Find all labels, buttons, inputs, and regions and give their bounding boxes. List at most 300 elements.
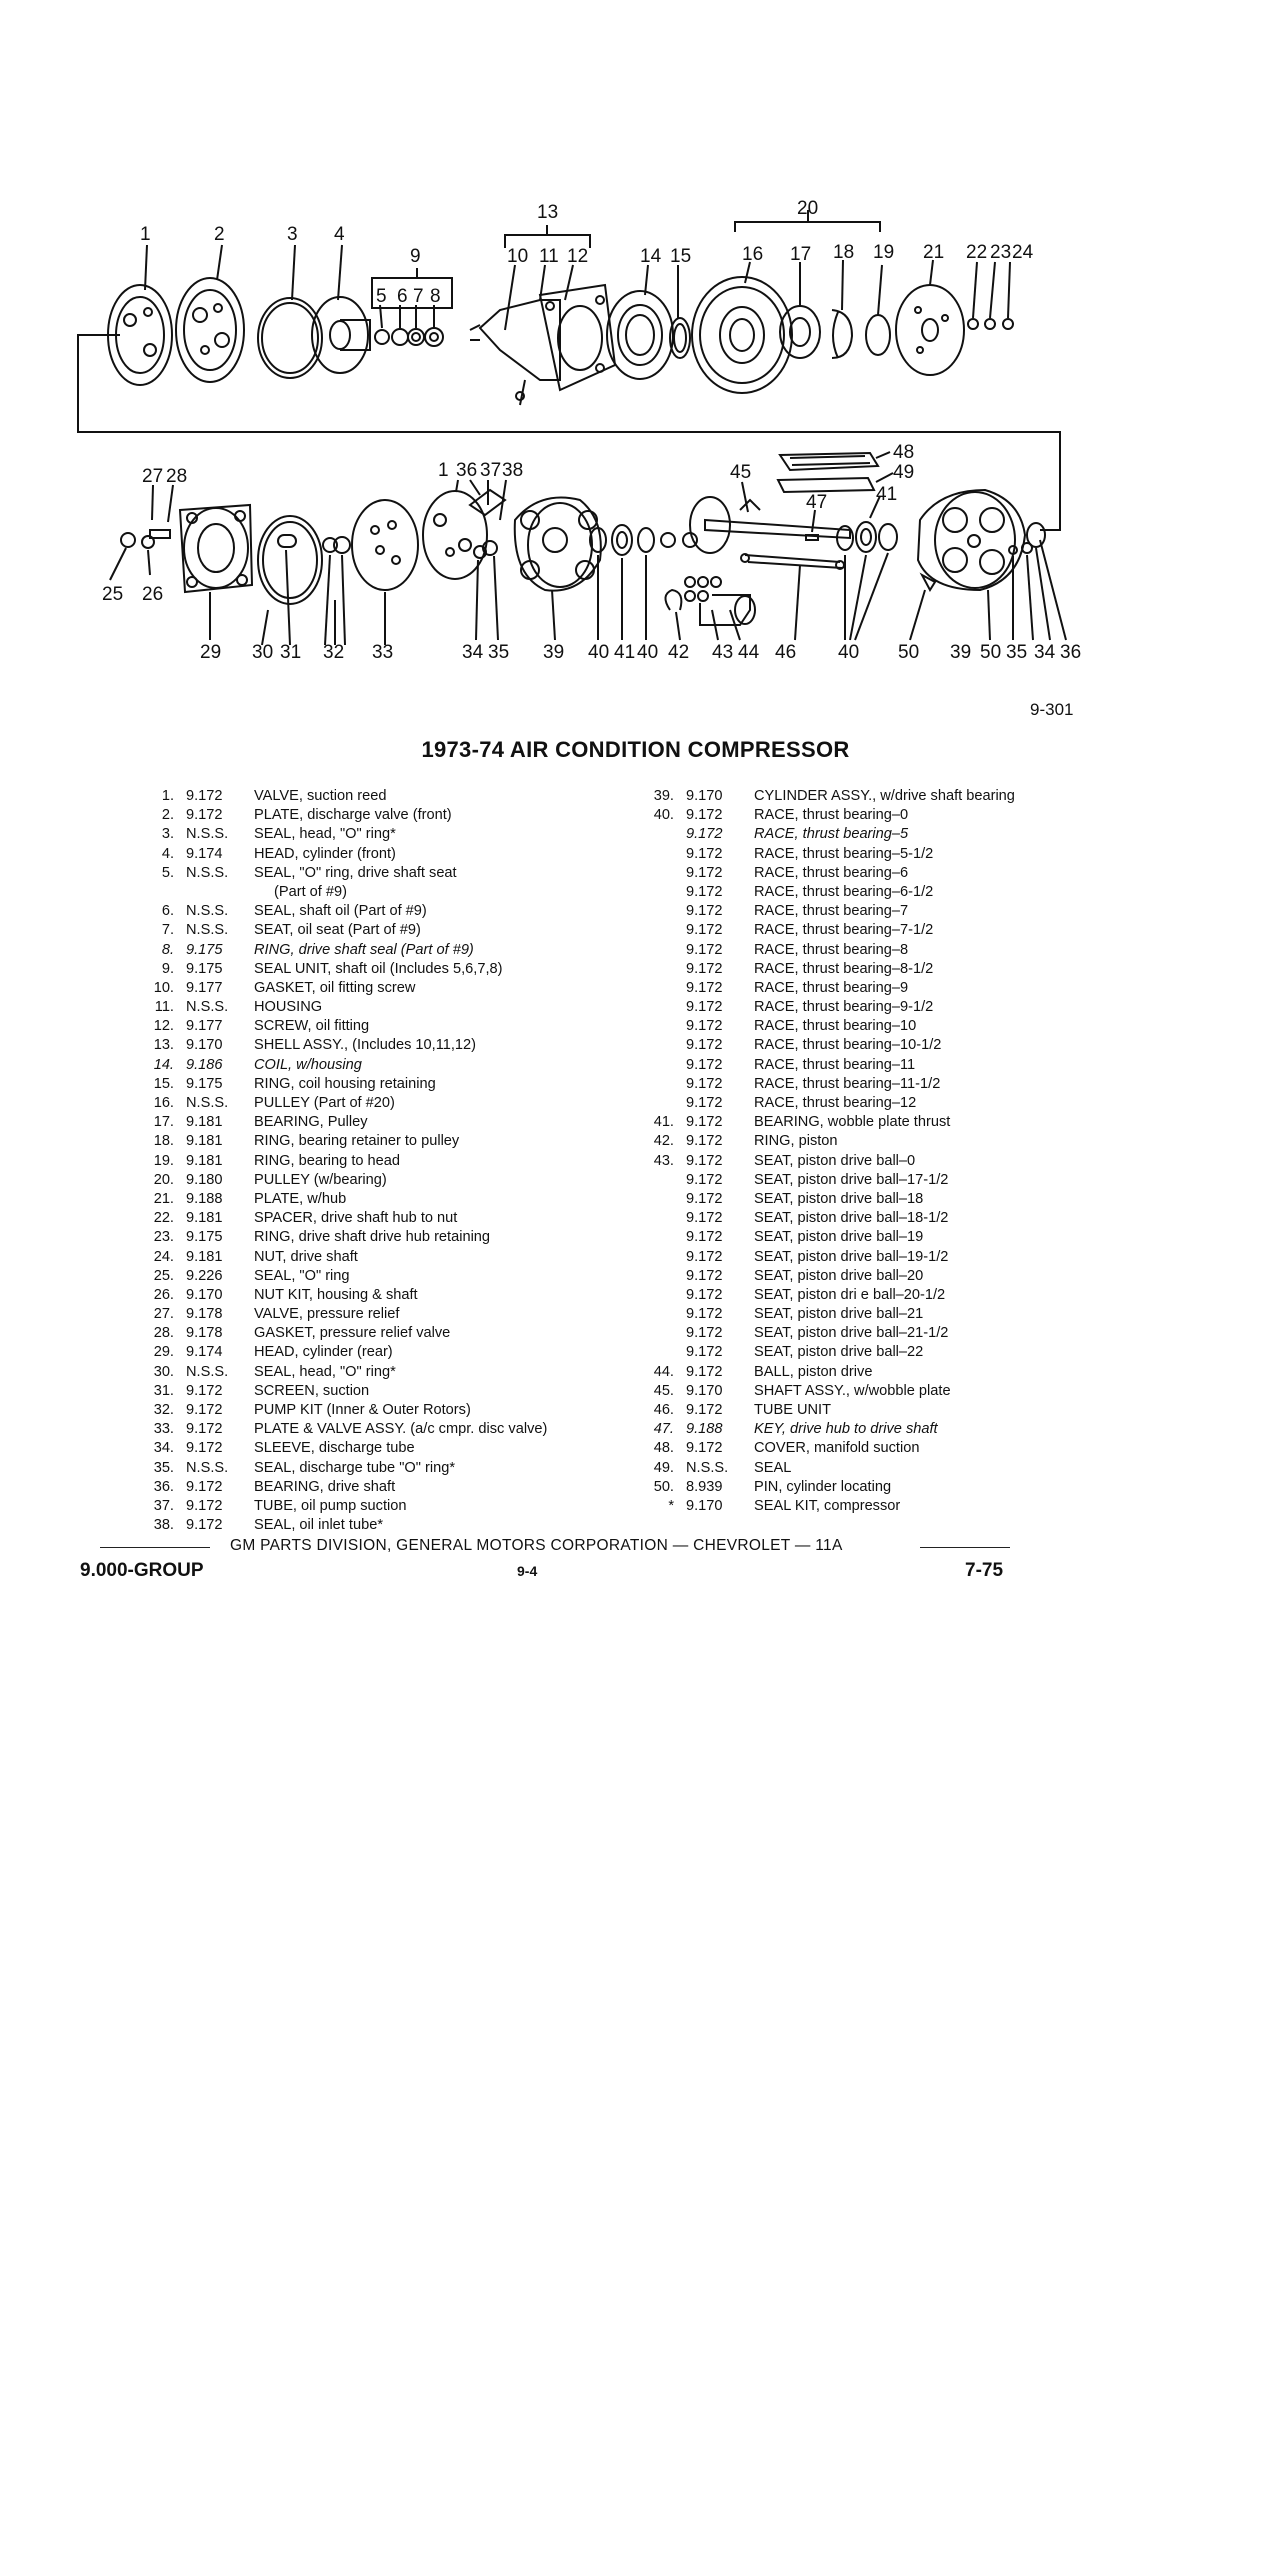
parts-row	[640, 1209, 1110, 1228]
part-description: SEAT, piston drive ball–0	[754, 1152, 916, 1169]
parts-row	[640, 825, 1110, 844]
parts-row	[140, 1286, 640, 1305]
item-number: 37.	[153, 1497, 174, 1514]
part-description: BALL, piston drive	[754, 1363, 873, 1380]
part-group-number: 9.172	[686, 1075, 723, 1092]
part-group-number: 9.172	[686, 864, 723, 881]
part-description: HOUSING	[254, 999, 323, 1016]
item-number: 34.	[153, 1440, 174, 1457]
part-description: RACE, thrust bearing–11-1/2	[754, 1075, 941, 1092]
part-description: SEAL UNIT, shaft oil (Includes 5,6,7,8)	[254, 960, 503, 977]
item-number	[640, 1094, 674, 1113]
part-description: PUMP KIT (Inner & Outer Rotors)	[254, 1402, 471, 1418]
parts-row	[640, 1132, 1110, 1151]
callout-label: 30	[252, 642, 274, 663]
item-number	[640, 979, 674, 998]
parts-row	[640, 1401, 1110, 1420]
part-description: SCREEN, suction	[254, 1382, 370, 1399]
part-description: RACE, thrust bearing–7-1/2	[754, 922, 934, 939]
part-group-number: 9.188	[686, 1421, 723, 1438]
parts-row	[140, 1382, 640, 1401]
part-group-number: 9.170	[686, 788, 723, 804]
parts-row	[640, 921, 1110, 940]
item-number	[640, 1228, 674, 1247]
part-group-number: 9.172	[686, 1248, 723, 1265]
part-group-number: 9.172	[186, 1421, 223, 1438]
parts-row	[140, 1420, 640, 1439]
callout-label: 40	[588, 642, 610, 663]
part-group-number: 9.226	[186, 1267, 223, 1284]
part-group-number: 9.172	[686, 1037, 723, 1054]
part-description: RACE, thrust bearing–12	[754, 1095, 917, 1111]
item-number: 31.	[153, 1382, 174, 1399]
callout-label: 32	[323, 642, 345, 663]
parts-row	[640, 1017, 1110, 1036]
item-number: 17.	[153, 1114, 174, 1131]
figure-number: 9-301	[1030, 700, 1074, 719]
callout-label: 26	[142, 584, 164, 605]
parts-row	[640, 998, 1110, 1017]
part-group-number: 9.172	[686, 807, 723, 824]
part-description: PLATE, discharge valve (front)	[254, 807, 452, 824]
callout-label: 46	[775, 642, 797, 663]
callout-label: 6	[397, 286, 408, 307]
part-group-number: 9.172	[686, 845, 723, 862]
item-number: 42.	[653, 1133, 674, 1150]
parts-row	[140, 1497, 640, 1516]
footer-rule-right	[920, 1547, 1010, 1548]
part-description: SEAT, piston drive ball–19	[754, 1229, 924, 1246]
group-label: 9.000-GROUP	[80, 1560, 204, 1581]
item-number	[640, 883, 674, 902]
callout-label: 43	[712, 642, 734, 663]
callout-label: 27	[142, 466, 164, 487]
part-group-number: N.S.S.	[686, 1459, 729, 1476]
parts-row	[140, 1075, 640, 1094]
part-description: SEAL KIT, compressor	[754, 1497, 901, 1514]
callout-label: 47	[806, 492, 828, 513]
callout-label: 3	[287, 224, 298, 245]
page-title: 1973-74 AIR CONDITION COMPRESSOR	[421, 737, 850, 762]
item-number: 35.	[153, 1459, 174, 1476]
item-number: 36.	[153, 1478, 174, 1495]
callout-label: 35	[1006, 642, 1028, 663]
part-group-number: 9.172	[686, 1363, 723, 1380]
parts-row	[640, 1056, 1110, 1075]
item-number: 15.	[153, 1075, 174, 1092]
item-number: 41.	[653, 1114, 674, 1131]
part-description: SEAL, head, "O" ring*	[254, 826, 396, 843]
parts-row	[140, 1305, 640, 1324]
item-number: 13.	[153, 1037, 174, 1054]
item-number: 5.	[161, 864, 174, 881]
part-description: GASKET, pressure relief valve	[254, 1325, 451, 1342]
parts-row	[140, 883, 640, 902]
part-description: SLEEVE, discharge tube	[254, 1440, 415, 1457]
item-number: 40.	[653, 807, 674, 824]
part-description: RACE, thrust bearing–5	[754, 826, 909, 843]
footer-text: GM PARTS DIVISION, GENERAL MOTORS CORPORATION — CHEVROLET — 11A	[230, 1537, 843, 1554]
callout-label: 20	[797, 198, 819, 219]
part-description: SEAL	[754, 1459, 792, 1476]
parts-row	[640, 941, 1110, 960]
part-group-number: 9.177	[186, 1018, 223, 1035]
parts-row	[640, 1190, 1110, 1209]
item-number: 11.	[154, 999, 174, 1016]
part-description: RING, drive shaft drive hub retaining	[254, 1229, 491, 1246]
part-description: BEARING, wobble plate thrust	[754, 1114, 951, 1131]
callout-label: 1	[438, 460, 449, 481]
callout-label: 50	[898, 642, 920, 663]
part-description: SEAL, discharge tube "O" ring*	[254, 1459, 455, 1476]
parts-row	[640, 1286, 1110, 1305]
parts-row	[140, 921, 640, 940]
part-description: TUBE UNIT	[754, 1402, 832, 1418]
part-group-number: 9.172	[686, 1440, 723, 1457]
callout-label: 10	[507, 246, 529, 267]
part-group-number: 9.170	[186, 1286, 223, 1303]
parts-row	[140, 1478, 640, 1497]
part-description: COVER, manifold suction	[754, 1440, 920, 1457]
callout-label: 36	[456, 460, 478, 481]
parts-row	[640, 1075, 1110, 1094]
part-group-number: 9.172	[686, 922, 723, 939]
parts-row	[140, 1152, 640, 1171]
callout-label: 1	[140, 224, 151, 245]
callout-label: 35	[488, 642, 510, 663]
callout-label: 31	[280, 642, 302, 663]
callout-label: 40	[637, 642, 659, 663]
parts-row	[140, 1017, 640, 1036]
part-group-number: 9.172	[686, 1190, 723, 1207]
callout-label: 34	[1034, 642, 1056, 663]
parts-list-left	[140, 787, 640, 1535]
item-number: 33.	[153, 1421, 174, 1438]
item-number	[640, 1056, 674, 1075]
part-description: RACE, thrust bearing–9	[754, 979, 909, 996]
item-number: 39.	[653, 788, 674, 804]
part-group-number: 9.181	[186, 1210, 223, 1227]
callout-label: 2	[214, 224, 225, 245]
item-number	[640, 1209, 674, 1228]
part-group-number: N.S.S.	[186, 864, 229, 881]
part-description: BEARING, Pulley	[254, 1114, 368, 1131]
callout-label: 41	[614, 642, 636, 663]
parts-row	[140, 941, 640, 960]
part-group-number: 9.172	[686, 1210, 723, 1227]
callout-label: 22	[966, 242, 988, 263]
parts-row	[140, 1439, 640, 1458]
item-number	[640, 1305, 674, 1324]
part-description: RACE, thrust bearing–8	[754, 941, 909, 958]
parts-row	[640, 1382, 1110, 1401]
parts-row	[640, 902, 1110, 921]
parts-row	[640, 864, 1110, 883]
part-description: TUBE, oil pump suction	[254, 1497, 407, 1514]
parts-row	[140, 1401, 640, 1420]
parts-row	[140, 1036, 640, 1055]
part-group-number: N.S.S.	[186, 1459, 229, 1476]
item-number: 1.	[161, 788, 174, 804]
callout-label: 14	[640, 246, 662, 267]
parts-row	[640, 1363, 1110, 1382]
part-description: COIL, w/housing	[254, 1056, 362, 1073]
part-description: RING, bearing retainer to pulley	[254, 1133, 460, 1150]
part-group-number: 9.186	[186, 1056, 223, 1073]
item-number	[640, 1036, 674, 1055]
part-description: SEAT, piston drive ball–18-1/2	[754, 1210, 949, 1227]
item-number: 14.	[153, 1056, 174, 1073]
part-description: SEAT, piston drive ball–20	[754, 1267, 924, 1284]
part-group-number: 9.181	[186, 1248, 223, 1265]
parts-row	[640, 979, 1110, 998]
callout-label: 5	[376, 286, 387, 307]
parts-row	[140, 864, 640, 883]
item-number	[640, 1248, 674, 1267]
parts-row	[140, 1343, 640, 1362]
item-number: 3.	[161, 826, 174, 843]
part-group-number: 9.175	[186, 941, 223, 958]
part-group-number: 9.174	[186, 845, 223, 862]
parts-row	[140, 1171, 640, 1190]
callout-label: 8	[430, 286, 441, 307]
callout-label: 37	[480, 460, 502, 481]
parts-row	[140, 1363, 640, 1382]
parts-row	[140, 1209, 640, 1228]
part-group-number: 9.188	[186, 1190, 223, 1207]
item-number	[640, 864, 674, 883]
part-group-number: 9.170	[686, 1382, 723, 1399]
item-number: 23.	[153, 1229, 174, 1246]
part-description: RING, drive shaft seal (Part of #9)	[254, 941, 474, 958]
parts-row	[640, 787, 1110, 806]
part-description: NUT, drive shaft	[254, 1248, 358, 1265]
parts-row	[640, 1497, 1110, 1516]
item-number	[640, 921, 674, 940]
part-description: (Part of #9)	[274, 883, 347, 900]
parts-row	[140, 825, 640, 844]
parts-row	[640, 1094, 1110, 1113]
part-description: SEAT, oil seat (Part of #9)	[254, 922, 421, 939]
item-number: 12.	[153, 1018, 174, 1035]
item-number: 10.	[153, 979, 174, 996]
item-number: 9.	[161, 960, 174, 977]
part-group-number: 9.180	[186, 1171, 223, 1188]
part-group-number: 9.181	[186, 1152, 223, 1169]
part-group-number: 9.172	[186, 1402, 223, 1418]
part-group-number: 9.178	[186, 1306, 223, 1323]
parts-row	[140, 787, 640, 806]
part-group-number: 9.175	[186, 1075, 223, 1092]
parts-row	[140, 1516, 640, 1535]
part-group-number: 9.172	[686, 1402, 723, 1418]
parts-row	[640, 1420, 1110, 1439]
part-group-number: 9.172	[686, 960, 723, 977]
item-number	[640, 1017, 674, 1036]
part-description: RACE, thrust bearing–10-1/2	[754, 1037, 942, 1054]
parts-row	[640, 1248, 1110, 1267]
part-description: SEAL, head, "O" ring*	[254, 1363, 396, 1380]
part-description: SEAT, piston drive ball–21	[754, 1306, 924, 1323]
part-description: RACE, thrust bearing–6	[754, 864, 909, 881]
part-description: PIN, cylinder locating	[754, 1478, 892, 1495]
part-description: RACE, thrust bearing–9-1/2	[754, 999, 934, 1016]
parts-row	[140, 845, 640, 864]
item-number	[640, 1343, 674, 1362]
part-description: BEARING, drive shaft	[254, 1478, 396, 1495]
item-number: 7.	[161, 922, 174, 939]
part-group-number: 9.172	[686, 1152, 723, 1169]
parts-row	[140, 1190, 640, 1209]
parts-row	[140, 998, 640, 1017]
item-number	[640, 1324, 674, 1343]
part-description: HEAD, cylinder (rear)	[254, 1344, 393, 1361]
part-description: RACE, thrust bearing–6-1/2	[754, 883, 934, 900]
part-description: RACE, thrust bearing–8-1/2	[754, 960, 934, 977]
part-group-number: 9.172	[686, 1229, 723, 1246]
part-group-number: 9.172	[686, 941, 723, 958]
item-number	[640, 1286, 674, 1305]
part-description: SEAT, piston drive ball–17-1/2	[754, 1171, 949, 1188]
callout-label: 7	[413, 286, 424, 307]
part-group-number: 9.178	[186, 1325, 223, 1342]
callout-label: 49	[893, 462, 915, 483]
part-group-number: 9.175	[186, 1229, 223, 1246]
parts-row	[140, 1113, 640, 1132]
parts-row	[640, 845, 1110, 864]
item-number	[140, 883, 174, 902]
part-group-number: 9.170	[186, 1037, 223, 1054]
parts-row	[140, 979, 640, 998]
callout-label: 15	[670, 246, 692, 267]
item-number: 46.	[653, 1402, 674, 1418]
item-number: 6.	[161, 903, 174, 920]
part-description: GASKET, oil fitting screw	[254, 979, 416, 996]
parts-row	[640, 1267, 1110, 1286]
callout-labels	[102, 198, 1081, 663]
part-group-number: 9.181	[186, 1114, 223, 1131]
parts-row	[640, 1324, 1110, 1343]
parts-list-right	[640, 787, 1110, 1516]
item-number	[640, 960, 674, 979]
part-group-number: 9.174	[186, 1344, 223, 1361]
part-group-number: 9.172	[686, 883, 723, 900]
part-group-number: 9.172	[686, 1306, 723, 1323]
callout-label: 45	[730, 462, 752, 483]
part-group-number: N.S.S.	[186, 999, 229, 1016]
part-description: RACE, thrust bearing–10	[754, 1018, 917, 1035]
item-number: 4.	[161, 845, 174, 862]
part-group-number: 9.172	[186, 1440, 223, 1457]
part-group-number: 9.172	[686, 1286, 723, 1303]
callout-label: 12	[567, 246, 589, 267]
parts-row	[640, 1478, 1110, 1497]
part-group-number: 9.170	[686, 1497, 723, 1514]
callout-label: 11	[539, 246, 559, 267]
callout-label: 44	[738, 642, 760, 663]
part-group-number: 9.172	[686, 1344, 723, 1361]
part-group-number: 9.172	[686, 826, 723, 843]
part-group-number: 9.172	[186, 1382, 223, 1399]
item-number: 19.	[153, 1152, 174, 1169]
callout-label: 4	[334, 224, 345, 245]
part-group-number: 9.172	[186, 1517, 223, 1534]
parts-row	[140, 1228, 640, 1247]
part-group-number: 8.939	[686, 1478, 723, 1495]
part-description: SEAL, oil inlet tube*	[254, 1517, 383, 1534]
part-description: PLATE & VALVE ASSY. (a/c cmpr. disc valve)	[254, 1421, 548, 1438]
part-description: SEAL, "O" ring, drive shaft seat	[254, 864, 457, 881]
callout-label: 17	[790, 244, 812, 265]
item-number: 2.	[161, 807, 174, 824]
part-group-number: 9.172	[686, 903, 723, 920]
callout-label: 16	[742, 244, 764, 265]
part-group-number: 9.172	[186, 1497, 223, 1514]
item-number: 45.	[653, 1382, 674, 1399]
parts-row	[140, 1248, 640, 1267]
callout-label: 50	[980, 642, 1002, 663]
part-description: SEAL, "O" ring	[254, 1267, 350, 1284]
part-group-number: 9.177	[186, 979, 223, 996]
item-number	[640, 1171, 674, 1190]
parts-row	[640, 960, 1110, 979]
parts-row	[640, 1113, 1110, 1132]
part-group-number: 9.172	[686, 1325, 723, 1342]
part-group-number: 9.172	[686, 1018, 723, 1035]
item-number: 44.	[653, 1363, 674, 1380]
part-group-number: 9.172	[186, 807, 223, 824]
callout-label: 33	[372, 642, 394, 663]
parts-row	[140, 1459, 640, 1478]
item-number: 21.	[153, 1190, 174, 1207]
callout-label: 42	[668, 642, 690, 663]
parts-row	[140, 902, 640, 921]
item-number: 25.	[153, 1267, 174, 1284]
part-group-number: 9.172	[686, 1267, 723, 1284]
parts-row	[140, 960, 640, 979]
callout-label: 24	[1012, 242, 1034, 263]
item-number: 20.	[153, 1171, 174, 1188]
item-number: *	[668, 1497, 674, 1514]
callout-label: 29	[200, 642, 222, 663]
parts-row	[640, 806, 1110, 825]
parts-row	[640, 1171, 1110, 1190]
parts-row	[640, 1343, 1110, 1362]
parts-row	[140, 1324, 640, 1343]
part-group-number: N.S.S.	[186, 903, 229, 920]
item-number	[640, 1267, 674, 1286]
part-description: RACE, thrust bearing–7	[754, 903, 909, 920]
part-description: VALVE, suction reed	[254, 788, 387, 804]
parts-row	[140, 1056, 640, 1075]
part-group-number: 9.175	[186, 960, 223, 977]
callout-label: 18	[833, 242, 855, 263]
item-number: 30.	[153, 1363, 174, 1380]
item-number: 29.	[153, 1344, 174, 1361]
callout-label: 48	[893, 442, 915, 463]
callout-label: 34	[462, 642, 484, 663]
part-description: KEY, drive hub to drive shaft	[754, 1421, 938, 1438]
item-number: 43.	[653, 1152, 674, 1169]
callout-label: 41	[876, 484, 898, 505]
part-group-number: 9.172	[186, 788, 223, 804]
part-description: RING, bearing to head	[254, 1152, 401, 1169]
parts-row	[640, 1152, 1110, 1171]
part-group-number: N.S.S.	[186, 922, 229, 939]
callout-label: 40	[838, 642, 860, 663]
item-number: 18.	[153, 1133, 174, 1150]
part-description: RACE, thrust bearing–11	[754, 1056, 916, 1073]
